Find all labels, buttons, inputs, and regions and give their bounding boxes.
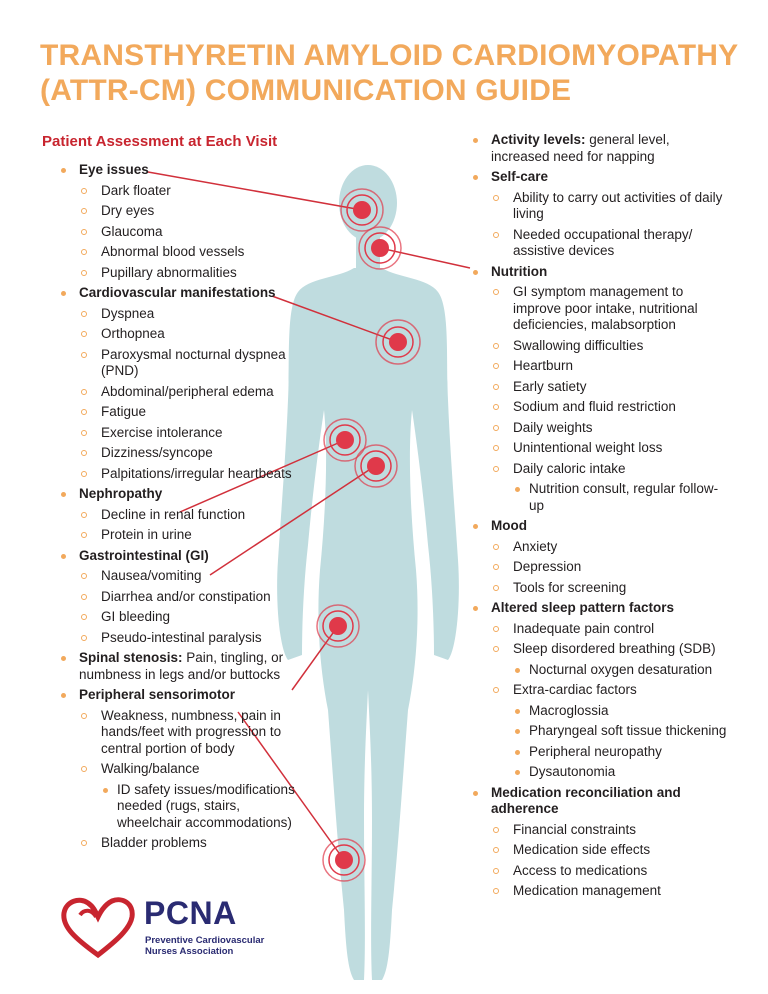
list-item xyxy=(491,641,730,678)
list-item: Dizziness/syncope xyxy=(79,445,298,462)
list-item xyxy=(79,761,298,831)
right-column xyxy=(470,132,730,904)
list-item: Bladder problems xyxy=(79,835,298,852)
logo-wordmark: PCNA xyxy=(144,895,237,931)
topic-label: Altered sleep pattern factors xyxy=(491,600,675,615)
topic-label: Activity levels: xyxy=(491,132,586,147)
list-item-text: Extra-cardiac factors xyxy=(513,682,637,697)
topic-medication xyxy=(470,785,730,900)
list-item: Early satiety xyxy=(491,379,730,396)
list-item: Daily weights xyxy=(491,420,730,437)
list-item: Dyspnea xyxy=(79,306,298,323)
topic-label: Gastrointestinal (GI) xyxy=(79,547,209,563)
list-item: Pseudo-intestinal paralysis xyxy=(79,630,298,647)
list-item: Protein in urine xyxy=(79,527,298,544)
topic-nutrition xyxy=(470,264,730,515)
list-item: Dry eyes xyxy=(79,203,298,220)
sub-item: Peripheral neuropathy xyxy=(513,744,730,761)
list-item: Exercise intolerance xyxy=(79,425,298,442)
topic-peripheral-sensorimotor xyxy=(58,687,298,852)
sub-item: Macroglossia xyxy=(513,703,730,720)
topic-label: Medication reconciliation and adherence xyxy=(491,784,681,816)
list-item: Sodium and fluid restriction xyxy=(491,399,730,416)
list-item: Ability to carry out activities of daily living xyxy=(491,190,730,223)
logo-tagline xyxy=(145,935,264,957)
title-line-1: TRANSTHYRETIN AMYLOID CARDIOMYOPATHY xyxy=(40,39,739,72)
list-item-text: Sleep disordered breathing (SDB) xyxy=(513,641,716,656)
topic-label: Mood xyxy=(491,518,527,533)
list-item: Diarrhea and/or constipation xyxy=(79,589,298,606)
topic-cardiovascular xyxy=(58,285,298,482)
left-column xyxy=(58,162,298,856)
topic-label: Peripheral sensorimotor xyxy=(79,687,236,702)
list-item: Needed occupational therapy/ assistive devices xyxy=(491,227,730,260)
body-silhouette xyxy=(268,150,468,990)
left-list xyxy=(58,162,298,852)
list-item: Anxiety xyxy=(491,539,730,556)
list-item: Unintentional weight loss xyxy=(491,440,730,457)
list-item: Access to medications xyxy=(491,863,730,880)
sub-item: ID safety issues/modifications needed (rugs, stairs, wheelchair accommodations) xyxy=(101,782,298,832)
topic-eye-issues xyxy=(58,162,298,281)
pcna-logo xyxy=(58,893,288,963)
list-item: Palpitations/irregular heartbeats xyxy=(79,466,298,483)
topic-label: Nutrition xyxy=(491,263,548,279)
topic-nephropathy xyxy=(58,486,298,544)
logo-tagline-line-1: Preventive Cardiovascular xyxy=(145,935,265,946)
list-item: Nausea/vomiting xyxy=(79,568,298,585)
list-item: Depression xyxy=(491,559,730,576)
list-item-text: Walking/balance xyxy=(101,761,200,776)
list-item: Dark floater xyxy=(79,183,298,200)
right-list xyxy=(470,132,730,900)
list-item: Tools for screening xyxy=(491,580,730,597)
list-item: Abnormal blood vessels xyxy=(79,244,298,261)
list-item: Fatigue xyxy=(79,404,298,421)
heart-logo-icon xyxy=(58,893,138,961)
sub-item: Dysautonomia xyxy=(513,764,730,781)
list-item: Medication side effects xyxy=(491,842,730,859)
topic-label: Self-care xyxy=(491,169,549,184)
list-item: Pupillary abnormalities xyxy=(79,265,298,282)
topic-spinal-stenosis xyxy=(58,650,298,683)
topic-label: Spinal stenosis: xyxy=(79,650,183,665)
list-item: Decline in renal function xyxy=(79,507,298,524)
topic-label: Cardiovascular manifestations xyxy=(79,285,276,300)
topic-description: general level, increased need for napping xyxy=(491,132,670,164)
list-item: Inadequate pain control xyxy=(491,621,730,638)
list-item-text: Daily caloric intake xyxy=(513,460,626,476)
topic-activity-levels xyxy=(470,132,730,165)
list-item xyxy=(491,682,730,781)
topic-label: Nephropathy xyxy=(79,486,163,501)
topic-sleep-pattern xyxy=(470,600,730,781)
section-heading: Patient Assessment at Each Visit xyxy=(42,133,278,150)
list-item: Paroxysmal nocturnal dyspnea (PND) xyxy=(79,347,298,380)
list-item: Glaucoma xyxy=(79,224,298,241)
title-line-2: (ATTR-CM) COMMUNICATION GUIDE xyxy=(40,74,572,107)
sub-item: Pharyngeal soft tissue thickening xyxy=(513,723,730,740)
topic-description: Pain, tingling, or numbness in legs and/or buttocks xyxy=(79,650,284,682)
sub-item: Nutrition consult, regular follow-up xyxy=(513,481,730,514)
list-item: GI bleeding xyxy=(79,609,298,626)
sub-item: Nocturnal oxygen desaturation xyxy=(513,662,730,679)
list-item: GI symptom management to improve poor intake, nutritional deficiencies, malabsorption xyxy=(491,284,730,334)
list-item: Weakness, numbness, pain in hands/feet with progression to central portion of body xyxy=(79,708,298,758)
list-item xyxy=(491,461,730,515)
list-item: Orthopnea xyxy=(79,326,298,343)
logo-tagline-line-2: Nurses Association xyxy=(145,946,234,957)
topic-label: Eye issues xyxy=(79,162,149,177)
page-title xyxy=(40,38,740,108)
list-item: Medication management xyxy=(491,883,730,900)
list-item: Swallowing difficulties xyxy=(491,338,730,355)
topic-mood xyxy=(470,518,730,596)
topic-gastrointestinal xyxy=(58,548,298,647)
list-item: Financial constraints xyxy=(491,822,730,839)
topic-self-care xyxy=(470,169,730,260)
list-item: Heartburn xyxy=(491,358,730,375)
list-item: Abdominal/peripheral edema xyxy=(79,384,298,401)
